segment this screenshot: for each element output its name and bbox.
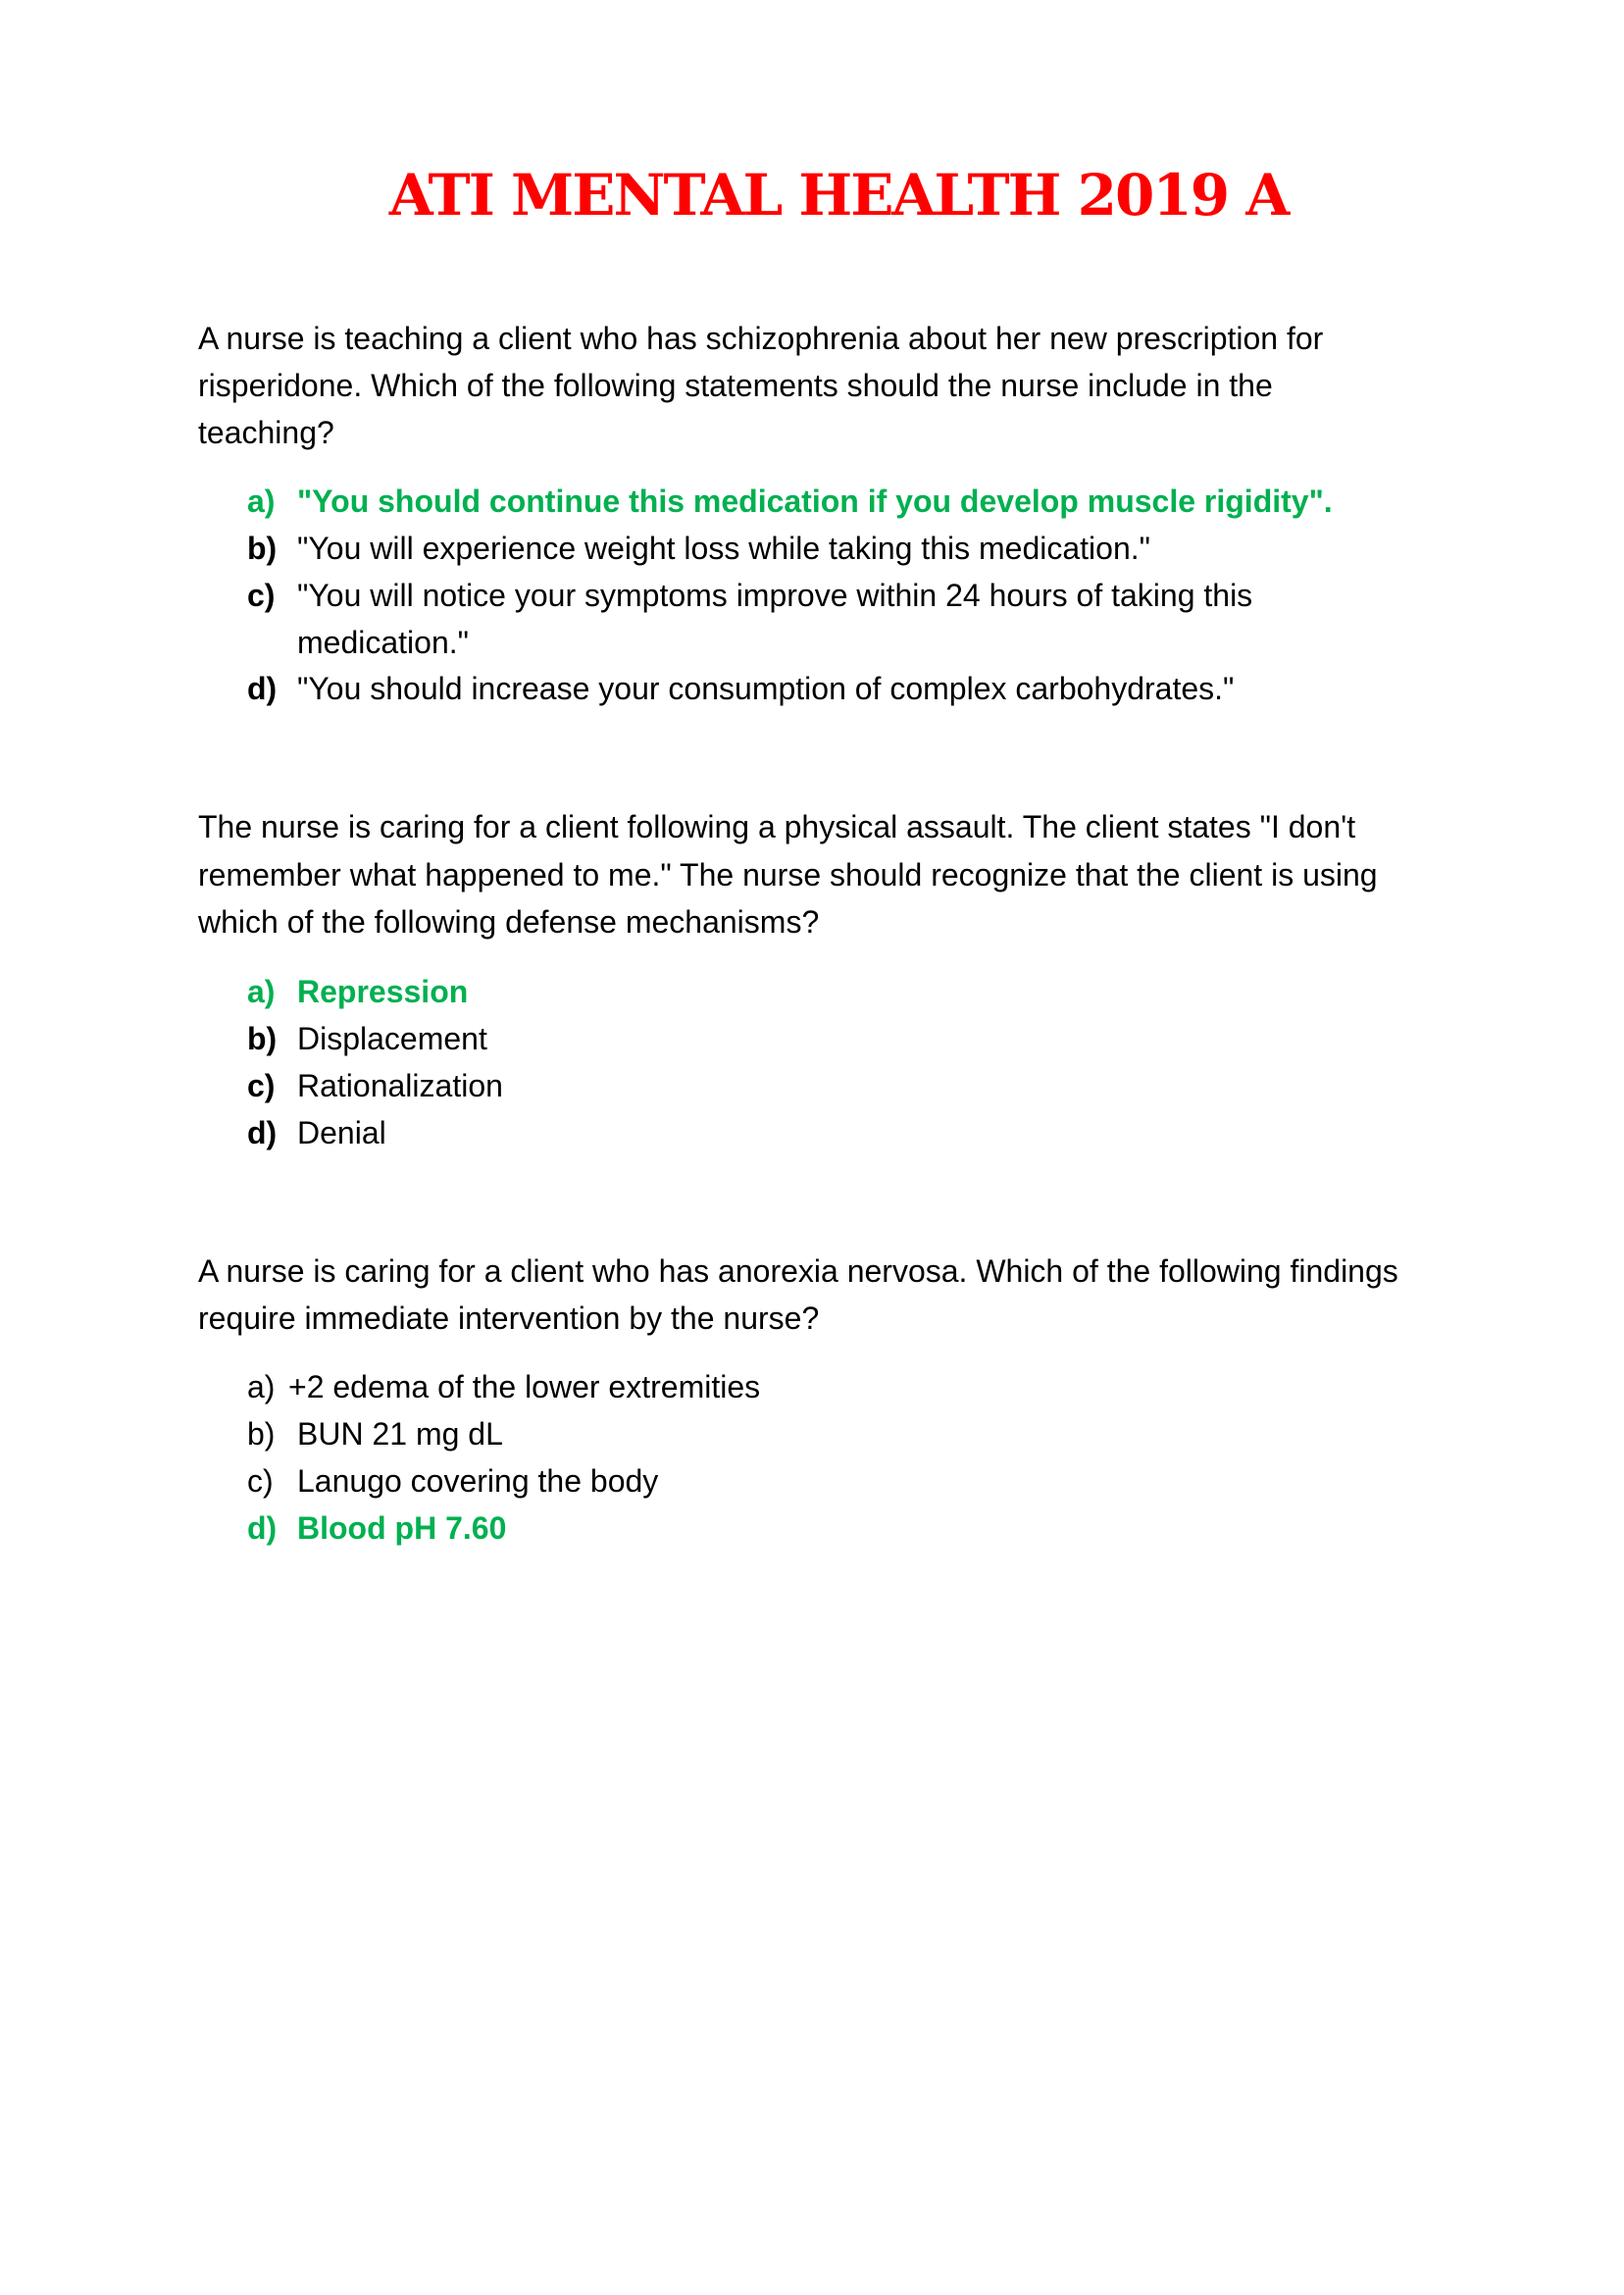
option-text: +2 edema of the lower extremities xyxy=(288,1369,761,1404)
option-label: a) xyxy=(247,1369,276,1404)
option-text-correct: Repression xyxy=(297,974,469,1009)
option-label: b) xyxy=(247,1416,276,1452)
option-label: d) xyxy=(247,1115,278,1150)
option-text: "You should increase your consumption of complex carbohydrates." xyxy=(297,671,1235,706)
question-text-line: teaching? xyxy=(198,415,334,450)
option-text: Displacement xyxy=(297,1021,487,1056)
option-text: "You will notice your symptoms improve within 24 hours of taking this xyxy=(297,578,1253,613)
option-text: Rationalization xyxy=(297,1068,503,1103)
question-text-line: A nurse is caring for a client who has anorexia nervosa. Which of the following findings xyxy=(198,1253,1398,1289)
option-label: a) xyxy=(247,974,276,1009)
question-text-line: remember what happened to me." The nurse should recognize that the client is using xyxy=(198,857,1378,892)
option-text: "You will experience weight loss while taking this medication." xyxy=(297,531,1150,566)
option-label: b) xyxy=(247,531,278,566)
question-text-line: The nurse is caring for a client following a physical assault. The client states "I don't xyxy=(198,809,1356,844)
option-text-correct: "You should continue this medication if you develop muscle rigidity". xyxy=(297,484,1333,519)
option-text: medication." xyxy=(297,625,469,660)
option-label: c) xyxy=(247,1463,274,1499)
question-text-line: require immediate intervention by the nurse? xyxy=(198,1300,820,1336)
option-text: Denial xyxy=(297,1115,386,1150)
option-label: b) xyxy=(247,1021,278,1056)
option-text: Lanugo covering the body xyxy=(297,1463,659,1499)
option-text: BUN 21 mg dL xyxy=(297,1416,503,1452)
question-text-line: A nurse is teaching a client who has schizophrenia about her new prescription for xyxy=(198,321,1324,356)
document-title: ATI MENTAL HEALTH 2019 A xyxy=(388,162,1289,229)
question-text-line: which of the following defense mechanisms? xyxy=(198,904,820,940)
option-label: d) xyxy=(247,1510,278,1546)
option-label: d) xyxy=(247,671,278,706)
option-label: c) xyxy=(247,578,276,613)
option-label: a) xyxy=(247,484,276,519)
option-text-correct: Blood pH 7.60 xyxy=(297,1510,507,1546)
option-label: c) xyxy=(247,1068,276,1103)
question-text-line: risperidone. Which of the following statements should the nurse include in the xyxy=(198,368,1273,403)
